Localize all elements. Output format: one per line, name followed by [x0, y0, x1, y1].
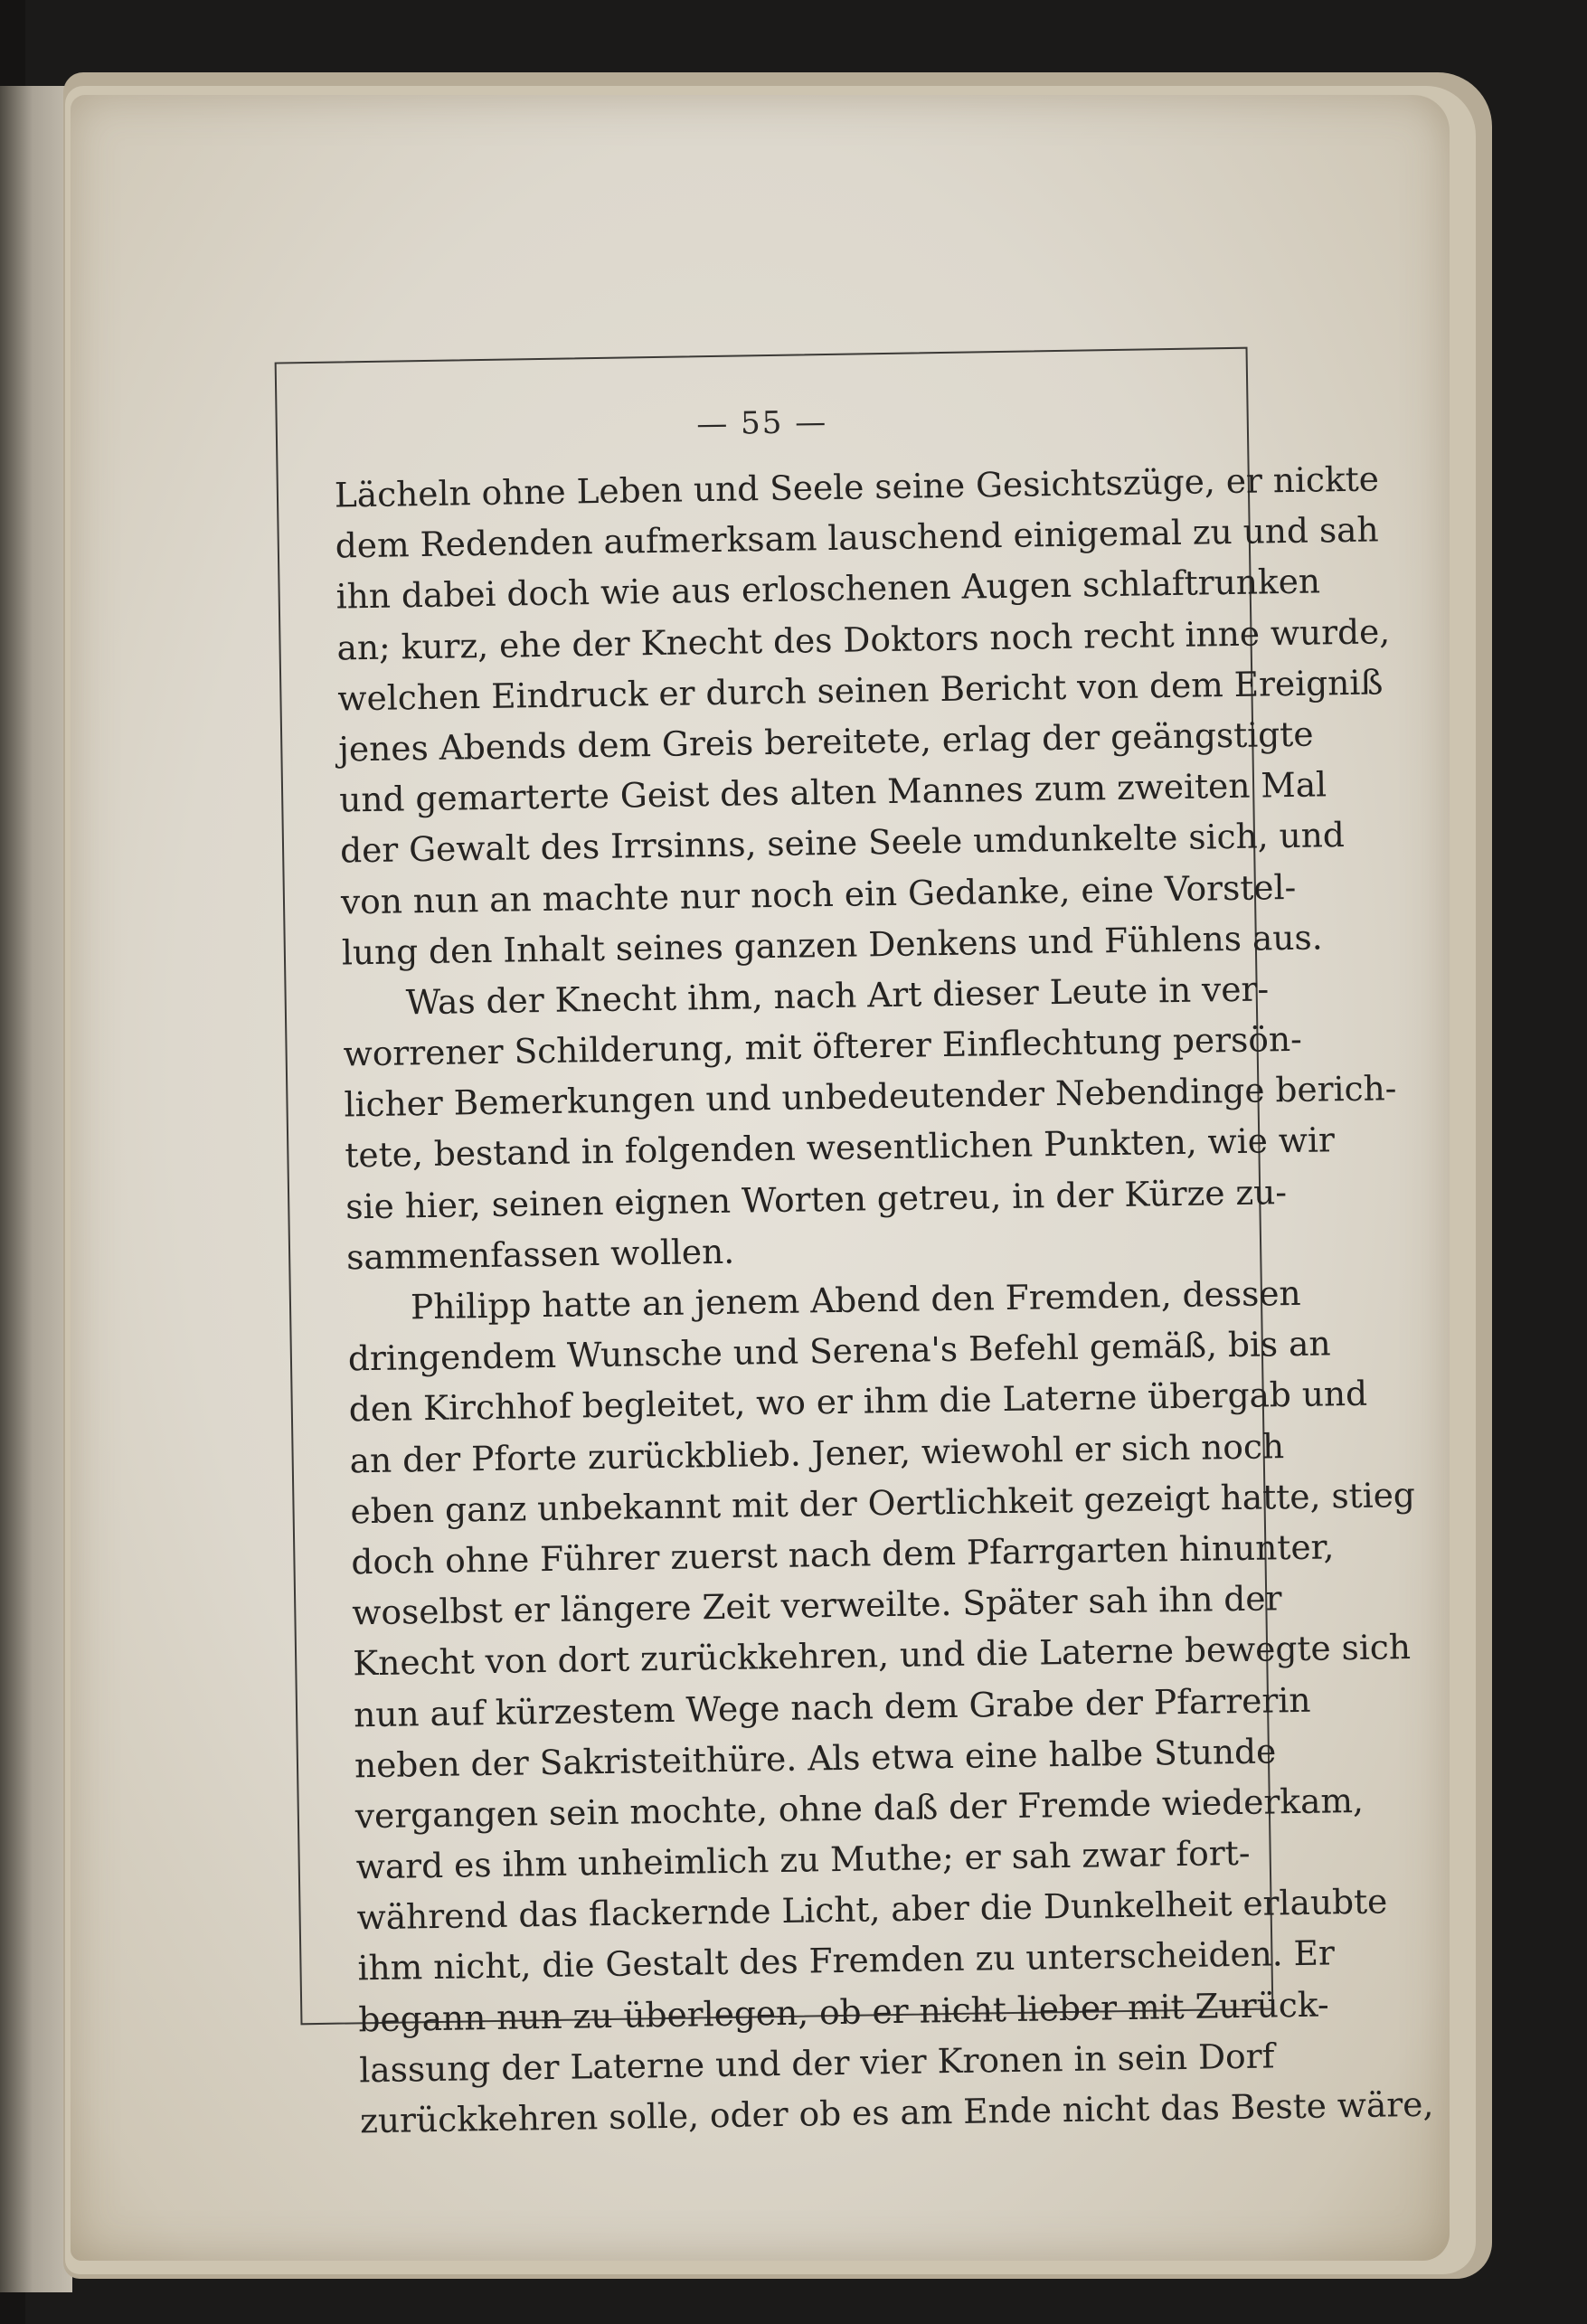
text-line: welchen Eindruck er durch seinen Bericht von dem Ereigniß: [337, 662, 1384, 719]
body-text: [334, 457, 1434, 2147]
text-line: ihn dabei doch wie aus erloschenen Augen schlaftrunken: [335, 561, 1321, 617]
text-line: während das flackernde Licht, aber die Dunkelheit erlaubte: [356, 1881, 1388, 1938]
text-line: sie hier, seinen eignen Worten getreu, in der Kürze zu-: [345, 1171, 1288, 1227]
text-line: der Gewalt des Irrsinns, seine Seele umdunkelte sich, und: [339, 815, 1346, 871]
text-line: eben ganz unbekannt mit der Oertlichkeit gezeigt hatte, stieg: [350, 1474, 1416, 1532]
text-line: Knecht von dort zurückkehren, und die Laterne bewegte sich: [352, 1627, 1412, 1684]
text-line: von nun an machte nur noch ein Gedanke, eine Vorstel-: [340, 866, 1297, 921]
text-line: lassung der Laterne und der vier Kronen in sein Dorf: [358, 2036, 1275, 2091]
text-line: neben der Sakristeithüre. Als etwa eine halbe Stunde: [354, 1731, 1277, 1786]
text-line: und gemarterte Geist des alten Mannes zum zweiten Mal: [338, 764, 1327, 820]
facing-page-edge: [0, 86, 72, 2292]
page-number: — 55 —: [695, 403, 828, 443]
text-line: Was der Knecht ihm, nach Art dieser Leute in ver-: [405, 968, 1270, 1023]
text-frame: [275, 347, 1434, 2141]
text-line: an der Pforte zurückblieb. Jener, wiewohl er sich noch: [349, 1425, 1285, 1480]
text-line: zurückkehren solle, oder ob es am Ende nicht das Beste wäre,: [359, 2083, 1434, 2141]
text-line: doch ohne Führer zuerst nach dem Pfarrgarten hinunter,: [351, 1526, 1335, 1582]
text-line: den Kirchhof begleitet, wo er ihm die Laterne übergab und: [348, 1374, 1368, 1430]
text-line: lung den Inhalt seines ganzen Denkens und Fühlens aus.: [341, 917, 1323, 973]
text-line: jenes Abends dem Greis bereitete, erlag der geängstigte: [338, 713, 1314, 770]
text-line: an; kurz, ehe der Knecht des Doktors noch recht inne wurde,: [336, 610, 1391, 668]
text-line: worrener Schilderung, mit öfterer Einflechtung persön-: [343, 1018, 1303, 1074]
text-line: Lächeln ohne Leben und Seele seine Gesichtszüge, er nickte: [334, 458, 1380, 515]
text-line: dringendem Wunsche und Serena's Befehl gemäß, bis an: [347, 1323, 1331, 1379]
text-line: sammenfassen wollen.: [345, 1231, 735, 1278]
text-line: licher Bemerkungen und unbedeutender Nebendinge berich-: [344, 1068, 1397, 1125]
text-line: ward es ihm unheimlich zu Muthe; er sah zwar fort-: [355, 1832, 1251, 1887]
text-line: nun auf kürzestem Wege nach dem Grabe der Pfarrerin: [353, 1679, 1311, 1734]
text-line: Philipp hatte an jenem Abend den Fremden, dessen: [410, 1272, 1301, 1327]
text-line: dem Redenden aufmerksam lauschend einigemal zu und sah: [335, 509, 1379, 566]
text-line: ihm nicht, die Gestalt des Fremden zu unterscheiden. Er: [357, 1932, 1336, 1989]
text-line: vergangen sein mochte, ohne daß der Fremde wiederkam,: [354, 1780, 1365, 1837]
text-line: woselbst er längere Zeit verweilte. Später sah ihn der: [352, 1578, 1282, 1633]
text-line: tete, bestand in folgenden wesentlichen Punkten, wie wir: [345, 1119, 1336, 1176]
text-line: begann nun zu überlegen, ob er nicht lieber mit Zurück-: [358, 1984, 1329, 2039]
